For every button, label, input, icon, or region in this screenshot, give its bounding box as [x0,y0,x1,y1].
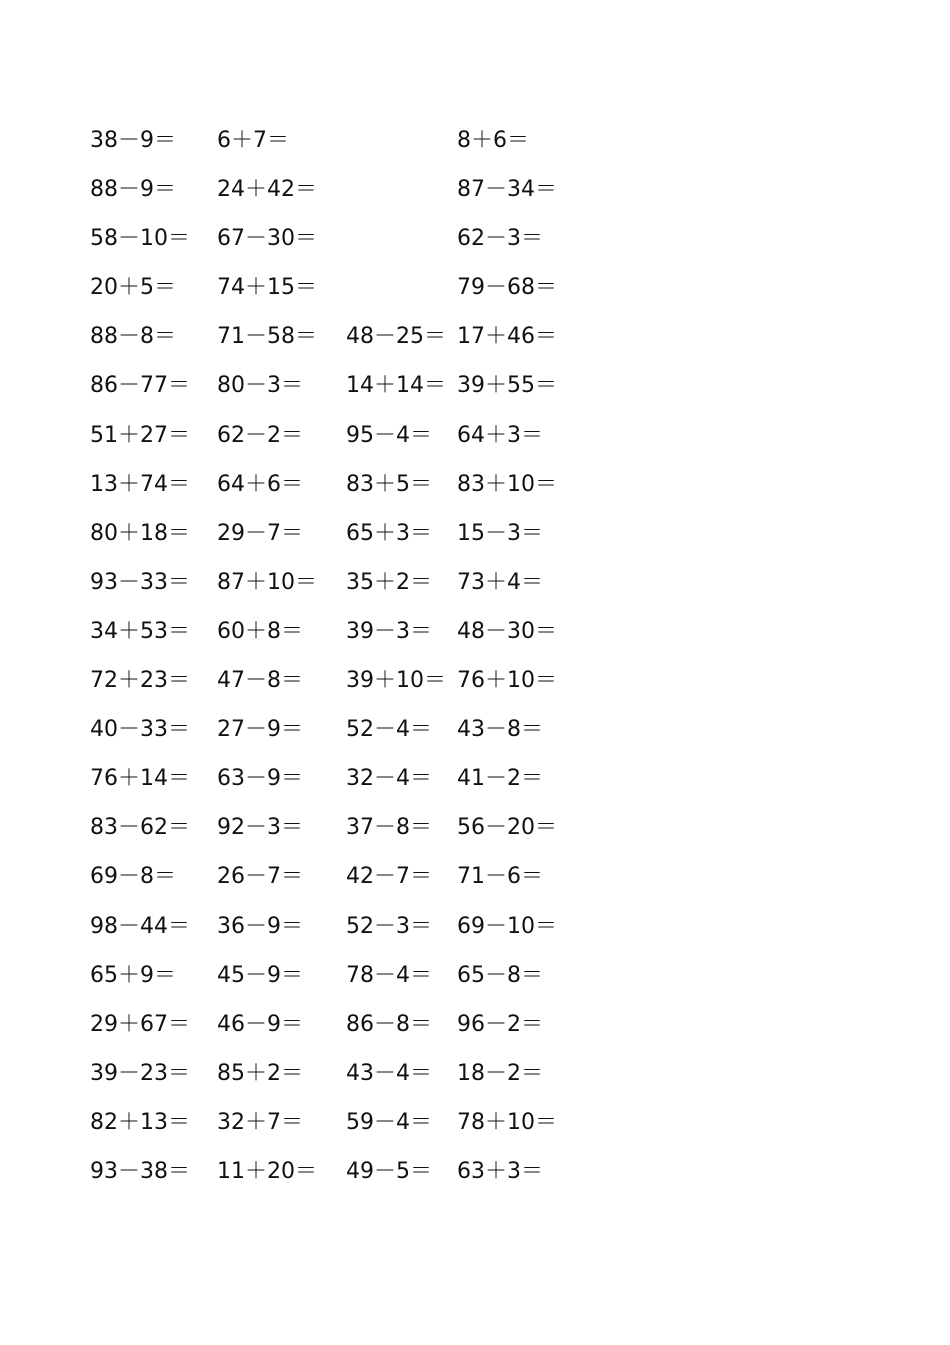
math-problem: 65＋3＝ [346,520,432,546]
problem-row [90,361,610,410]
math-problem: 14＋14＝ [346,373,446,399]
math-problem: 73＋4＝ [457,569,543,595]
math-problem: 39＋10＝ [346,668,446,694]
math-problem: 64＋6＝ [217,471,303,497]
math-problem: 79－68＝ [457,275,557,301]
math-problem: 76＋14＝ [90,766,190,792]
math-problem: 80－3＝ [217,373,303,399]
math-problem: 88－9＝ [90,177,176,203]
problem-row [90,509,610,558]
math-problem: 78－4＝ [346,962,432,988]
math-problem: 40－33＝ [90,717,190,743]
math-problem: 72＋23＝ [90,668,190,694]
math-problem: 71－6＝ [457,864,543,890]
problem-row [90,116,610,165]
math-problem: 24＋42＝ [217,177,317,203]
math-problem: 95－4＝ [346,422,432,448]
math-problem: 20＋5＝ [90,275,176,301]
problem-row [90,1098,610,1147]
problem-row [90,1147,610,1196]
math-problem: 86－77＝ [90,373,190,399]
math-problem: 17＋46＝ [457,324,557,350]
math-problem: 80＋18＝ [90,520,190,546]
math-problem: 29－7＝ [217,520,303,546]
math-problem: 35＋2＝ [346,569,432,595]
math-problem: 32＋7＝ [217,1109,303,1135]
problem-row [90,1049,610,1098]
math-problem: 62－2＝ [217,422,303,448]
math-problem: 92－3＝ [217,815,303,841]
arithmetic-problem-grid [90,116,610,1196]
math-problem: 87－34＝ [457,177,557,203]
math-problem: 96－2＝ [457,1011,543,1037]
math-problem: 13＋74＝ [90,471,190,497]
math-problem: 48－25＝ [346,324,446,350]
problem-row [90,705,610,754]
math-problem: 82＋13＝ [90,1109,190,1135]
math-problem: 63－9＝ [217,766,303,792]
math-problem: 27－9＝ [217,717,303,743]
math-problem: 69－8＝ [90,864,176,890]
math-problem: 83－62＝ [90,815,190,841]
math-problem: 11＋20＝ [217,1158,317,1184]
math-problem: 26－7＝ [217,864,303,890]
math-problem: 65－8＝ [457,962,543,988]
math-problem: 71－58＝ [217,324,317,350]
math-problem: 41－2＝ [457,766,543,792]
math-problem: 37－8＝ [346,815,432,841]
math-problem: 69－10＝ [457,913,557,939]
problem-row [90,460,610,509]
problem-row [90,852,610,901]
math-problem: 39－23＝ [90,1060,190,1086]
math-problem: 36－9＝ [217,913,303,939]
problem-row [90,754,610,803]
math-problem: 38－9＝ [90,128,176,153]
math-problem: 43－8＝ [457,717,543,743]
math-problem: 59－4＝ [346,1109,432,1135]
math-problem: 98－44＝ [90,913,190,939]
math-problem: 46－9＝ [217,1011,303,1037]
math-problem: 76＋10＝ [457,668,557,694]
problem-row [90,165,610,214]
problem-row [90,312,610,361]
math-problem: 6＋7＝ [217,128,289,153]
math-problem: 88－8＝ [90,324,176,350]
problem-row [90,951,610,1000]
math-problem: 52－3＝ [346,913,432,939]
problem-row [90,803,610,852]
math-problem: 18－2＝ [457,1060,543,1086]
math-problem: 64＋3＝ [457,422,543,448]
math-problem: 8＋6＝ [457,128,529,153]
math-problem: 87＋10＝ [217,569,317,595]
math-problem: 86－8＝ [346,1011,432,1037]
problem-row [90,607,610,656]
math-problem: 15－3＝ [457,520,543,546]
math-problem: 32－4＝ [346,766,432,792]
math-problem: 34＋53＝ [90,618,190,644]
problem-row [90,411,610,460]
math-problem: 67－30＝ [217,226,317,252]
math-problem: 85＋2＝ [217,1060,303,1086]
math-problem: 74＋15＝ [217,275,317,301]
math-problem: 63＋3＝ [457,1158,543,1184]
math-problem: 78＋10＝ [457,1109,557,1135]
math-problem: 42－7＝ [346,864,432,890]
math-problem: 62－3＝ [457,226,543,252]
math-problem: 93－38＝ [90,1158,190,1184]
math-problem: 45－9＝ [217,962,303,988]
math-problem: 52－4＝ [346,717,432,743]
problem-row [90,656,610,705]
math-problem: 93－33＝ [90,569,190,595]
math-problem: 49－5＝ [346,1158,432,1184]
problem-row [90,214,610,263]
math-problem: 47－8＝ [217,668,303,694]
math-problem: 56－20＝ [457,815,557,841]
math-problem: 39－3＝ [346,618,432,644]
math-problem: 29＋67＝ [90,1011,190,1037]
math-problem: 58－10＝ [90,226,190,252]
math-problem: 83＋5＝ [346,471,432,497]
math-problem: 60＋8＝ [217,618,303,644]
problem-row [90,1000,610,1049]
math-problem: 48－30＝ [457,618,557,644]
math-problem: 65＋9＝ [90,962,176,988]
math-problem: 83＋10＝ [457,471,557,497]
math-problem: 43－4＝ [346,1060,432,1086]
math-problem: 51＋27＝ [90,422,190,448]
problem-row [90,558,610,607]
problem-row [90,263,610,312]
problem-row [90,902,610,951]
math-problem: 39＋55＝ [457,373,557,399]
